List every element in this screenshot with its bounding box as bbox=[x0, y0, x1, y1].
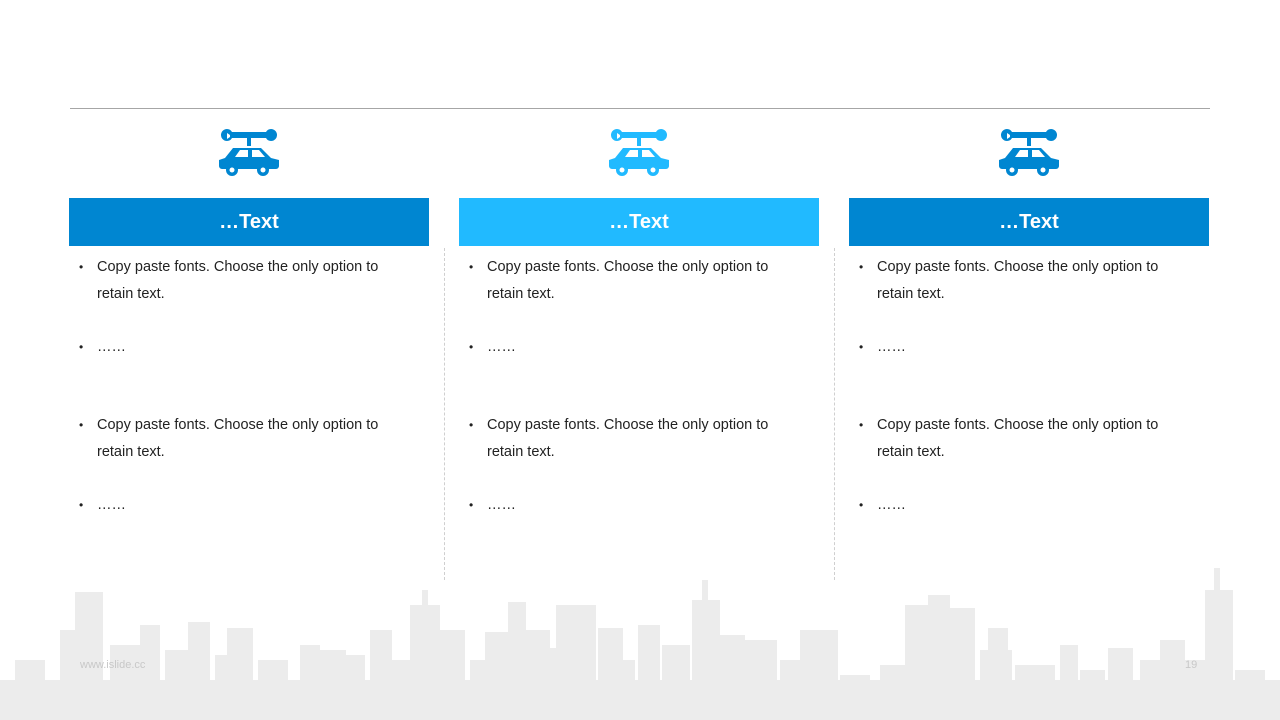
list-item: • …… bbox=[469, 492, 799, 519]
car-repair-icon bbox=[217, 126, 281, 186]
bullet-list bbox=[859, 254, 1189, 519]
bullet-list bbox=[469, 254, 799, 519]
list-item: • …… bbox=[859, 334, 1189, 412]
column-header: …Text bbox=[459, 198, 819, 246]
list-item: • Copy paste fonts. Choose the only option to retain text. bbox=[469, 254, 799, 334]
column-divider bbox=[444, 248, 445, 580]
list-item: • Copy paste fonts. Choose the only option to retain text. bbox=[79, 254, 409, 334]
column-divider bbox=[834, 248, 835, 580]
page-number: 19 bbox=[1185, 659, 1198, 671]
list-item: • Copy paste fonts. Choose the only option to retain text. bbox=[859, 254, 1189, 334]
list-item: • …… bbox=[469, 334, 799, 412]
bullet-list bbox=[79, 254, 409, 519]
footer-url: www.islide.cc bbox=[80, 659, 146, 671]
column-2 bbox=[459, 120, 819, 580]
column-header: …Text bbox=[69, 198, 429, 246]
list-item: • Copy paste fonts. Choose the only option to retain text. bbox=[79, 412, 409, 492]
car-repair-icon bbox=[997, 126, 1061, 186]
list-item: • …… bbox=[79, 492, 409, 519]
list-item: • Copy paste fonts. Choose the only option to retain text. bbox=[859, 412, 1189, 492]
car-repair-icon bbox=[607, 126, 671, 186]
list-item: • Copy paste fonts. Choose the only option to retain text. bbox=[469, 412, 799, 492]
column-header: …Text bbox=[849, 198, 1209, 246]
city-skyline-decoration bbox=[0, 560, 1280, 720]
column-1 bbox=[69, 120, 429, 580]
list-item: • …… bbox=[79, 334, 409, 412]
column-3 bbox=[849, 120, 1209, 580]
list-item: • …… bbox=[859, 492, 1189, 519]
top-divider-line bbox=[70, 108, 1210, 109]
